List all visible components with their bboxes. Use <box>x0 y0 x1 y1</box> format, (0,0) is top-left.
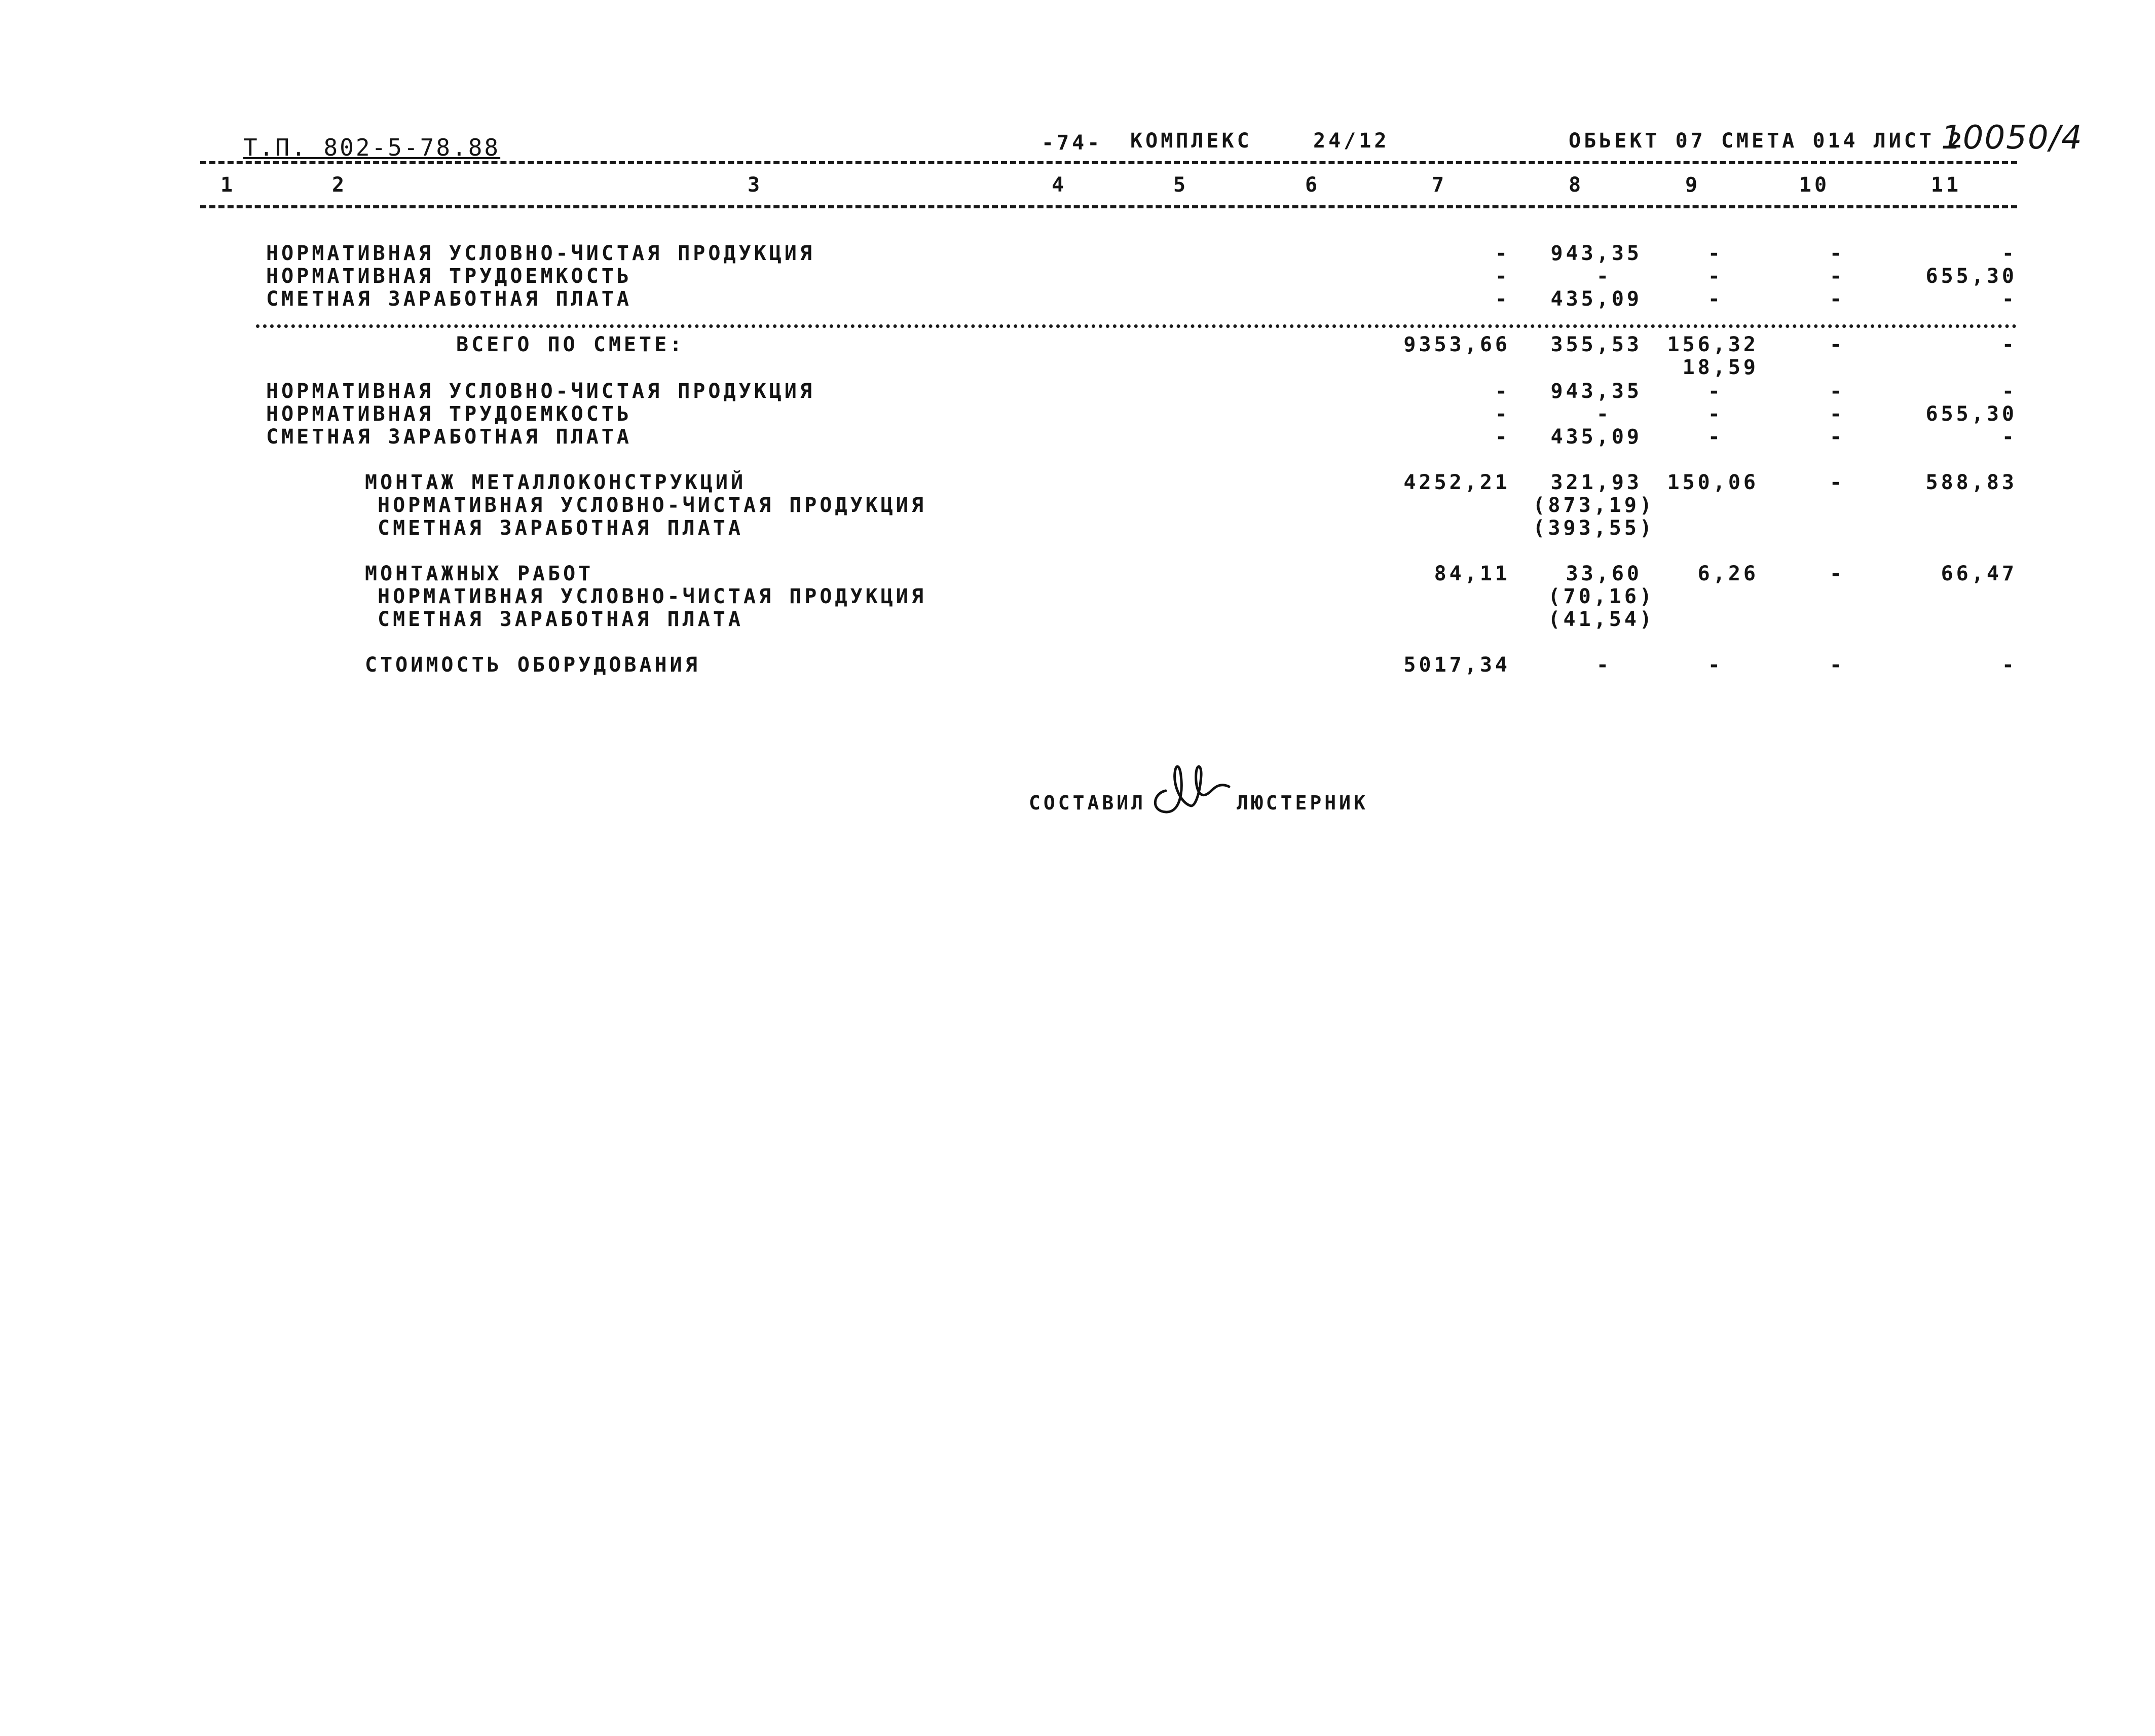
cell-col11: 588,83 <box>1925 471 2017 494</box>
cell-col8: - <box>1596 402 1612 426</box>
cell-col9: 156,32 <box>1667 333 1759 356</box>
cell-col7: 5017,34 <box>1403 653 1510 677</box>
cell-col10: - <box>1829 380 1845 403</box>
cell-col7: - <box>1495 265 1510 288</box>
cell-col8: (393,55) <box>1533 516 1655 540</box>
total-label: ВСЕГО ПО СМЕТЕ: <box>456 333 685 356</box>
cell-col11: 655,30 <box>1925 265 2017 288</box>
header-rule-top <box>200 161 2017 164</box>
cell-col8: - <box>1596 265 1612 288</box>
cell-col10: - <box>1829 265 1845 288</box>
composed-by-label: СОСТАВИЛ <box>1029 792 1146 814</box>
column-number: 3 <box>747 173 763 197</box>
cell-col10: - <box>1829 471 1845 494</box>
column-number: 10 <box>1799 173 1830 197</box>
sub-row-label: НОРМАТИВНАЯ УСЛОВНО-ЧИСТАЯ ПРОДУКЦИЯ <box>378 585 926 608</box>
cell-col8: 435,09 <box>1550 425 1642 449</box>
cell-col11: - <box>2001 333 2017 356</box>
row-label: НОРМАТИВНАЯ УСЛОВНО-ЧИСТАЯ ПРОДУКЦИЯ <box>266 242 815 265</box>
cell-col9: - <box>1707 380 1723 403</box>
cell-col7: 4252,21 <box>1403 471 1510 494</box>
object-info: ОБЬЕКТ 07 СМЕТА 014 ЛИСТ 2 <box>1569 129 1965 153</box>
complex-label: КОМПЛЕКС 24/12 <box>1130 129 1390 153</box>
cell-col9: 150,06 <box>1667 471 1759 494</box>
column-number: 8 <box>1568 173 1584 197</box>
sub-row-label: НОРМАТИВНАЯ УСЛОВНО-ЧИСТАЯ ПРОДУКЦИЯ <box>378 494 926 517</box>
cell-col10: - <box>1829 333 1845 356</box>
signature-icon <box>1150 755 1232 826</box>
column-number: 6 <box>1305 173 1321 197</box>
cell-col9: - <box>1707 402 1723 426</box>
cell-col7: 9353,66 <box>1403 333 1510 356</box>
cell-col8: 321,93 <box>1550 471 1642 494</box>
composer-name: ЛЮСТЕРНИК <box>1237 792 1368 814</box>
column-number: 2 <box>331 173 348 197</box>
doc-code: Т.П. 802-5-78.88 <box>243 134 501 161</box>
row-label: НОРМАТИВНАЯ УСЛОВНО-ЧИСТАЯ ПРОДУКЦИЯ <box>266 380 815 403</box>
row-label: МОНТАЖНЫХ РАБОТ <box>365 562 594 585</box>
cell-col9: 6,26 <box>1697 562 1759 585</box>
cell-col10: - <box>1829 562 1845 585</box>
cell-col11: - <box>2001 380 2017 403</box>
row-label: СМЕТНАЯ ЗАРАБОТНАЯ ПЛАТА <box>266 287 632 311</box>
cell-col8: 943,35 <box>1550 380 1642 403</box>
cell-col7: - <box>1495 380 1510 403</box>
cell-col11: - <box>2001 287 2017 311</box>
header-rule-bottom <box>200 205 2017 208</box>
cell-col8: - <box>1596 653 1612 677</box>
column-number: 1 <box>220 173 236 197</box>
cell-col9: - <box>1707 653 1723 677</box>
cell-col7: - <box>1495 402 1510 426</box>
cell-col9: - <box>1707 265 1723 288</box>
cell-col11: - <box>2001 653 2017 677</box>
cell-col7: 84,11 <box>1434 562 1510 585</box>
cell-col8: 33,60 <box>1566 562 1642 585</box>
cell-col11: 66,47 <box>1941 562 2017 585</box>
row-label: СТОИМОСТЬ ОБОРУДОВАНИЯ <box>365 653 700 677</box>
column-number: 9 <box>1685 173 1701 197</box>
cell-col10: - <box>1829 287 1845 311</box>
cell-col7: - <box>1495 287 1510 311</box>
row-label: СМЕТНАЯ ЗАРАБОТНАЯ ПЛАТА <box>266 425 632 449</box>
cell-col7: - <box>1495 242 1510 265</box>
cell-col10: - <box>1829 425 1845 449</box>
row-label: НОРМАТИВНАЯ ТРУДОЕМКОСТЬ <box>266 402 632 426</box>
row-label: МОНТАЖ МЕТАЛЛОКОНСТРУКЦИЙ <box>365 471 747 494</box>
column-number: 5 <box>1173 173 1189 197</box>
cell-col10: - <box>1829 653 1845 677</box>
cell-col11: - <box>2001 242 2017 265</box>
cell-col10: - <box>1829 242 1845 265</box>
cell-col11: 655,30 <box>1925 402 2017 426</box>
cell-col9: - <box>1707 287 1723 311</box>
sheet-reference: 10050/4 <box>1941 119 2083 157</box>
column-number: 4 <box>1051 173 1067 197</box>
column-number: 11 <box>1930 173 1962 197</box>
cell-col7: - <box>1495 425 1510 449</box>
cell-col9-extra: 18,59 <box>1682 356 1759 379</box>
cell-col8: (873,19) <box>1533 494 1655 517</box>
cell-col8: (41,54) <box>1548 608 1655 631</box>
row-label: НОРМАТИВНАЯ ТРУДОЕМКОСТЬ <box>266 265 632 288</box>
cell-col10: - <box>1829 402 1845 426</box>
cell-col8: 355,53 <box>1550 333 1642 356</box>
cell-col8: (70,16) <box>1548 585 1655 608</box>
column-number: 7 <box>1431 173 1447 197</box>
cell-col9: - <box>1707 425 1723 449</box>
sub-row-label: СМЕТНАЯ ЗАРАБОТНАЯ ПЛАТА <box>378 516 744 540</box>
cell-col9: - <box>1707 242 1723 265</box>
cell-col8: 943,35 <box>1550 242 1642 265</box>
cell-col8: 435,09 <box>1550 287 1642 311</box>
sub-row-label: СМЕТНАЯ ЗАРАБОТНАЯ ПЛАТА <box>378 608 744 631</box>
cell-col11: - <box>2001 425 2017 449</box>
page-number: -74- <box>1042 131 1103 155</box>
dotted-separator <box>256 324 2017 328</box>
